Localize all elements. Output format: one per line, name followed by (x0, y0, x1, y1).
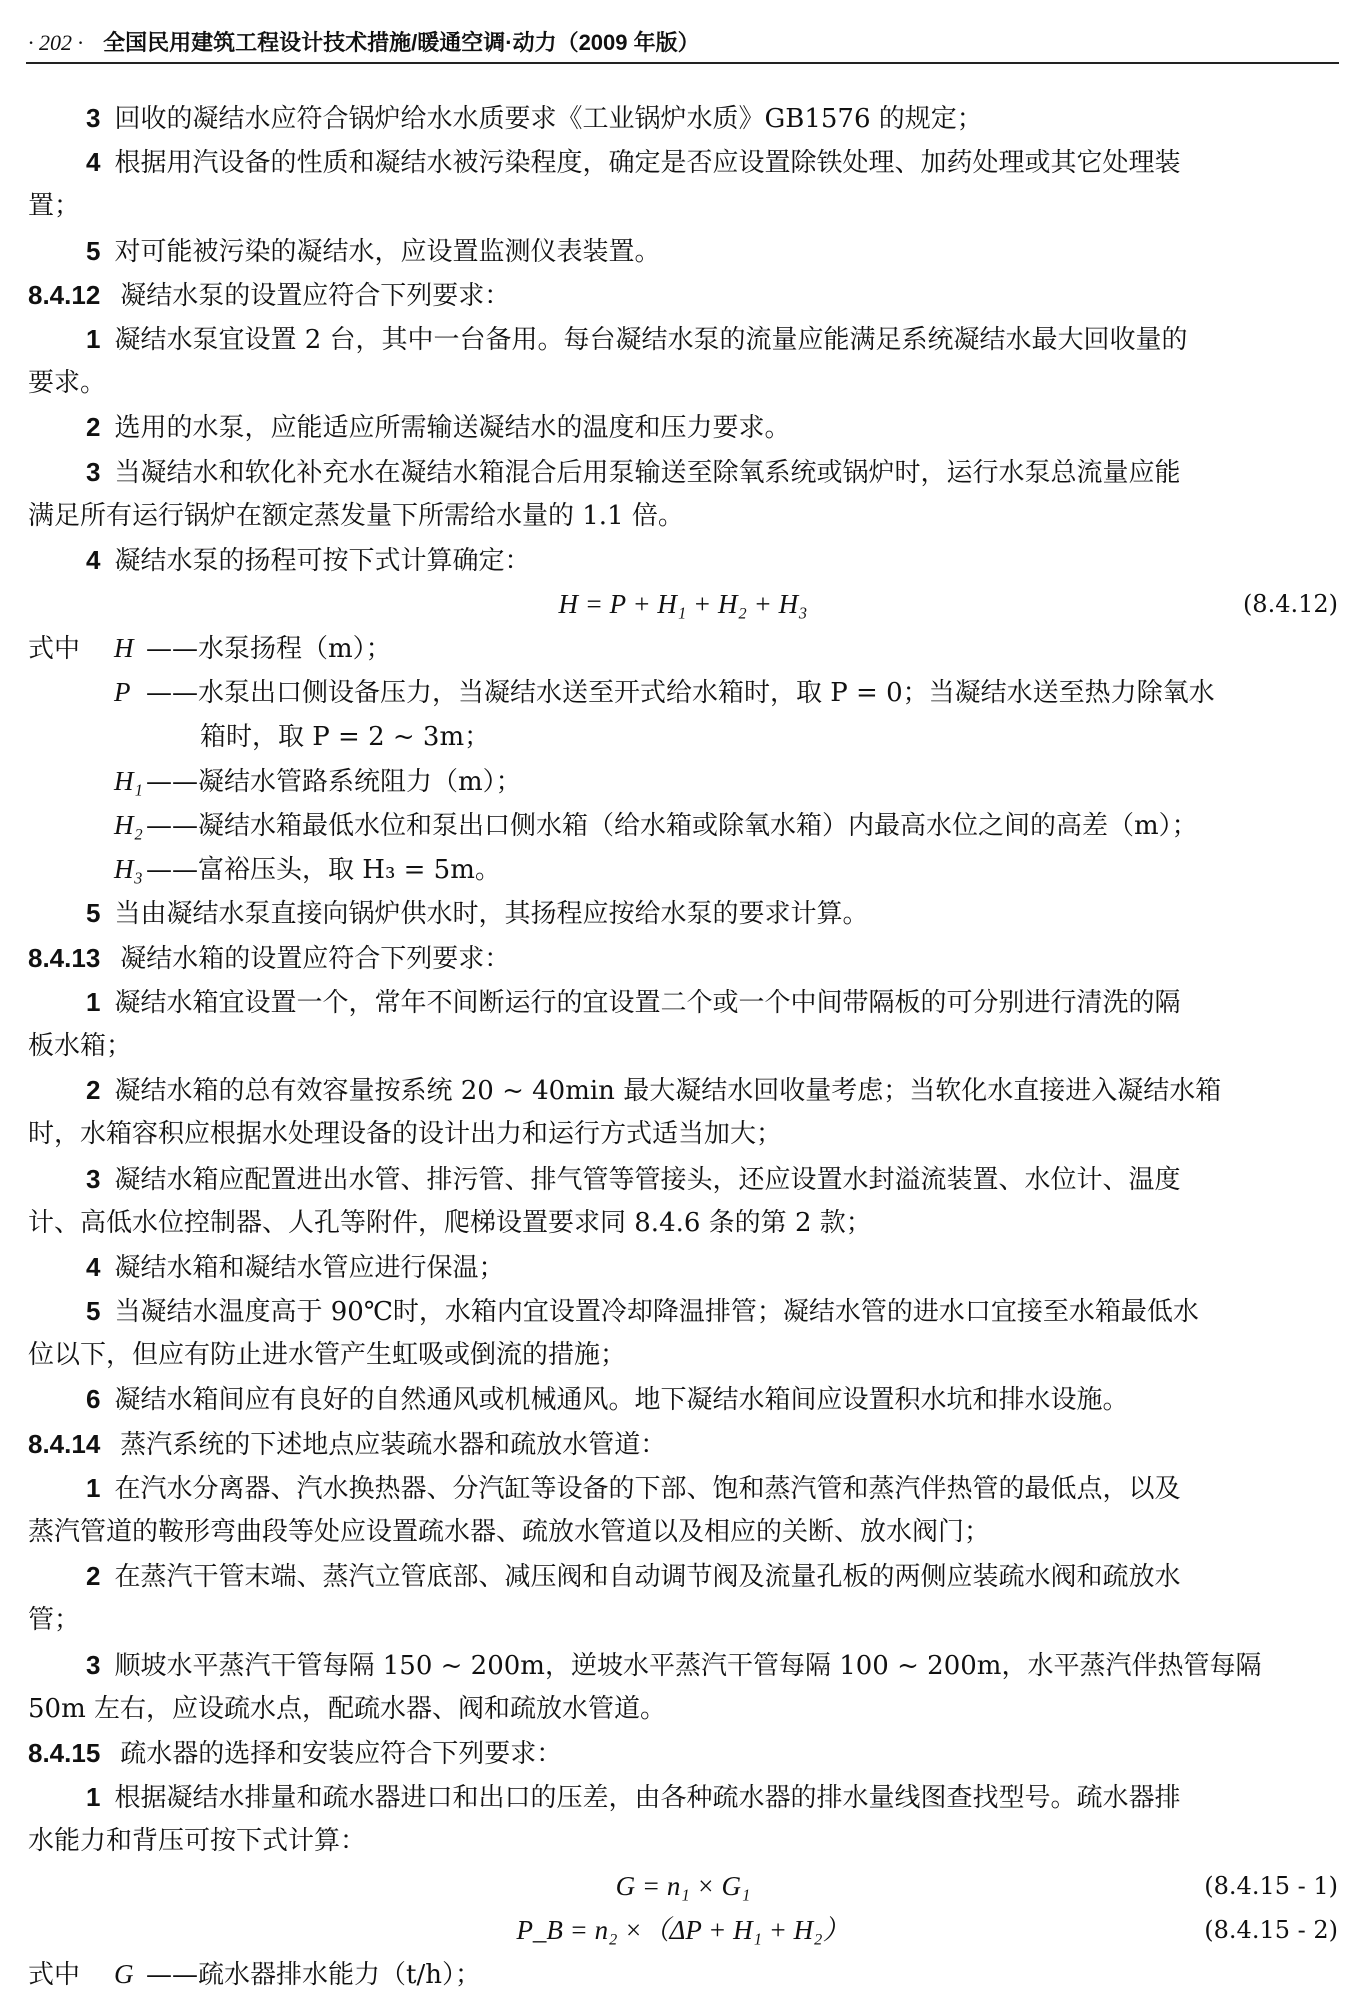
text-continuation (28, 1112, 1338, 1156)
symbol-definition (28, 626, 1338, 670)
equation-line (28, 1864, 1338, 1908)
item-text: 凝结水泵的扬程可按下式计算确定： (114, 545, 531, 576)
definition-text: ——疏水器排水能力（t/h）； (146, 1959, 481, 1990)
clause-heading (28, 936, 1338, 980)
item-number: 2 (86, 412, 101, 443)
symbol-definition (28, 847, 1338, 891)
item-text: 凝结水箱的总有效容量按系统 20 ~ 40min 最大凝结水回收量考虑；当软化水直接进入凝结水箱 (114, 1076, 1222, 1107)
continuation-text: 满足所有运行锅炉在额定蒸发量下所需给水量的 1.1 倍。 (28, 500, 684, 531)
list-item (28, 450, 1338, 494)
text-continuation (28, 1819, 1338, 1863)
list-item (28, 1068, 1338, 1112)
list-item (28, 980, 1338, 1024)
definition-text: 箱时，取 P = 2 ~ 3m； (200, 721, 491, 752)
text-continuation (28, 1510, 1338, 1554)
continuation-text: 要求。 (28, 368, 107, 399)
item-text: 凝结水箱应配置进出水管、排污管、排气管等管接头，还应设置水封溢流装置、水位计、温度 (114, 1164, 1181, 1195)
symbol: P (114, 677, 131, 708)
continuation-text: 时，水箱容积应根据水处理设备的设计出力和运行方式适当加大； (28, 1119, 783, 1150)
text-continuation (28, 1201, 1338, 1245)
page-number: · 202 · (28, 30, 83, 55)
symbol: H₁ (114, 765, 143, 796)
clause-number: 8.4.14 (28, 1428, 101, 1459)
equation: P_B = n₂ ×（ΔP + H₁ + H₂） (516, 1914, 850, 1945)
item-text: 回收的凝结水应符合锅炉给水水质要求《工业锅炉水质》GB1576 的规定； (114, 104, 983, 134)
item-number: 1 (86, 323, 101, 354)
continuation-text: 板水箱； (28, 1030, 133, 1061)
list-item (28, 1245, 1338, 1289)
list-item (28, 1157, 1338, 1201)
item-text: 凝结水箱宜设置一个，常年不间断运行的宜设置二个或一个中间带隔板的可分别进行清洗的隔 (114, 987, 1181, 1018)
item-text: 当由凝结水泵直接向锅炉供水时，其扬程应按给水泵的要求计算。 (114, 899, 869, 930)
equation: G = n₁ × G₁ (615, 1870, 751, 1901)
item-number: 5 (86, 235, 101, 266)
text-continuation (28, 1598, 1338, 1642)
symbol: H (114, 633, 134, 664)
item-text: 凝结水箱间应有良好的自然通风或机械通风。地下凝结水箱间应设置积水坑和排水设施。 (114, 1385, 1129, 1416)
clause-text: 蒸汽系统的下述地点应装疏水器和疏放水管道： (120, 1429, 667, 1460)
item-text: 对可能被污染的凝结水，应设置监测仪表装置。 (114, 236, 661, 267)
item-text: 当凝结水温度高于 90℃时，水箱内宜设置冷却降温排管；凝结水管的进水口宜接至水箱最低水 (114, 1297, 1199, 1328)
where-label: 式中 (28, 1959, 81, 1990)
equation-line (28, 1908, 1338, 1952)
symbol-definition (28, 803, 1338, 847)
clause-number: 8.4.13 (28, 942, 101, 973)
symbol: H₂ (114, 810, 143, 840)
item-number: 5 (86, 1296, 101, 1327)
text-continuation (28, 184, 1338, 228)
continuation-text: 位以下，但应有防止进水管产生虹吸或倒流的措施； (28, 1340, 627, 1371)
item-text: 在蒸汽干管末端、蒸汽立管底部、减压阀和自动调节阀及流量孔板的两侧应装疏水阀和疏放水 (114, 1562, 1181, 1593)
equation: H = P + H₁ + H₂ + H₃ (558, 589, 808, 620)
definition-text: ——凝结水管路系统阻力（m）； (146, 766, 522, 797)
list-item (28, 1775, 1338, 1819)
symbol: G (114, 1958, 134, 1989)
header-rule (26, 62, 1339, 64)
definition-text: ——富裕压头，取 H₃ = 5m。 (146, 855, 501, 886)
item-number: 2 (86, 1075, 101, 1106)
running-header (28, 26, 700, 57)
text-continuation (28, 1024, 1338, 1068)
clause-text: 疏水器的选择和安装应符合下列要求： (120, 1738, 563, 1769)
symbol-definition (28, 759, 1338, 803)
item-number: 3 (86, 1649, 101, 1680)
text-continuation (28, 1333, 1338, 1377)
list-item (28, 1377, 1338, 1421)
list-item (28, 140, 1338, 184)
symbol-definition (28, 670, 1338, 714)
definition-text: ——凝结水箱最低水位和泵出口侧水箱（给水箱或除氧水箱）内最高水位之间的高差（m）； (146, 811, 1198, 841)
item-number: 1 (86, 1782, 101, 1813)
clause-heading (28, 273, 1338, 317)
item-text: 根据用汽设备的性质和凝结水被污染程度，确定是否应设置除铁处理、加药处理或其它处理装 (114, 148, 1181, 179)
item-text: 凝结水箱和凝结水管应进行保温； (114, 1252, 505, 1283)
list-item (28, 1554, 1338, 1598)
list-item (28, 538, 1338, 582)
definition-text: ——水泵扬程（m）； (146, 634, 392, 665)
list-item (28, 1643, 1338, 1687)
item-text: 顺坡水平蒸汽干管每隔 150 ~ 200m，逆坡水平蒸汽干管每隔 100 ~ 200m，水平蒸汽伴热管每隔 (114, 1650, 1262, 1681)
header-title: 全国民用建筑工程设计技术措施/暖通空调·动力（2009 年版） (103, 30, 700, 55)
text-continuation (28, 494, 1338, 538)
item-text: 凝结水泵宜设置 2 台，其中一台备用。每台凝结水泵的流量应能满足系统凝结水最大回收量的 (114, 324, 1188, 355)
list-item (28, 891, 1338, 935)
text-continuation (28, 361, 1338, 405)
where-label: 式中 (28, 634, 81, 665)
continuation-text: 置； (28, 191, 81, 222)
item-number: 4 (86, 147, 101, 178)
item-text: 当凝结水和软化补充水在凝结水箱混合后用泵输送至除氧系统或锅炉时，运行水泵总流量应能 (114, 457, 1181, 488)
equation-number: (8.4.15 - 1) (1204, 1871, 1338, 1900)
list-item (28, 1289, 1338, 1333)
item-number: 4 (86, 544, 101, 575)
item-text: 选用的水泵，应能适应所需输送凝结水的温度和压力要求。 (114, 413, 791, 444)
equation-line (28, 582, 1338, 626)
definition-continuation (28, 715, 1338, 759)
item-number: 1 (86, 1472, 101, 1503)
body-text (28, 96, 1338, 1996)
item-number: 5 (86, 898, 101, 929)
continuation-text: 50m 左右，应设疏水点，配疏水器、阀和疏放水管道。 (28, 1693, 667, 1724)
item-text: 在汽水分离器、汽水换热器、分汽缸等设备的下部、饱和蒸汽管和蒸汽伴热管的最低点，以及 (114, 1473, 1181, 1504)
continuation-text: 计、高低水位控制器、人孔等附件，爬梯设置要求同 8.4.6 条的第 2 款； (28, 1207, 872, 1238)
text-continuation (28, 1687, 1338, 1731)
item-number: 3 (86, 103, 101, 133)
list-item (28, 229, 1338, 273)
clause-heading (28, 1422, 1338, 1466)
definition-text: ——水泵出口侧设备压力，当凝结水送至开式给水箱时，取 P = 0；当凝结水送至热力除氧水 (146, 678, 1215, 709)
item-number: 4 (86, 1251, 101, 1282)
clause-text: 凝结水泵的设置应符合下列要求： (120, 280, 511, 311)
list-item (28, 1466, 1338, 1510)
continuation-text: 管； (28, 1605, 81, 1636)
equation-number: (8.4.15 - 2) (1204, 1915, 1338, 1944)
clause-heading (28, 1731, 1338, 1775)
symbol: H₃ (114, 854, 143, 885)
clause-number: 8.4.12 (28, 279, 101, 310)
continuation-text: 蒸汽管道的鞍形弯曲段等处应设置疏水器、疏放水管道以及相应的关断、放水阀门； (28, 1517, 991, 1547)
item-number: 6 (86, 1384, 101, 1415)
clause-text: 凝结水箱的设置应符合下列要求： (120, 943, 511, 974)
equation-number: (8.4.12) (1242, 590, 1338, 619)
list-item (28, 405, 1338, 449)
clause-number: 8.4.15 (28, 1737, 101, 1768)
symbol-definition (28, 1952, 1338, 1996)
item-number: 3 (86, 456, 101, 487)
list-item (28, 317, 1338, 361)
item-number: 3 (86, 1163, 101, 1194)
list-item (28, 96, 1338, 140)
item-number: 2 (86, 1561, 101, 1592)
continuation-text: 水能力和背压可按下式计算： (28, 1826, 367, 1857)
item-text: 根据凝结水排量和疏水器进口和出口的压差，由各种疏水器的排水量线图查找型号。疏水器排 (114, 1783, 1181, 1814)
item-number: 1 (86, 986, 101, 1017)
